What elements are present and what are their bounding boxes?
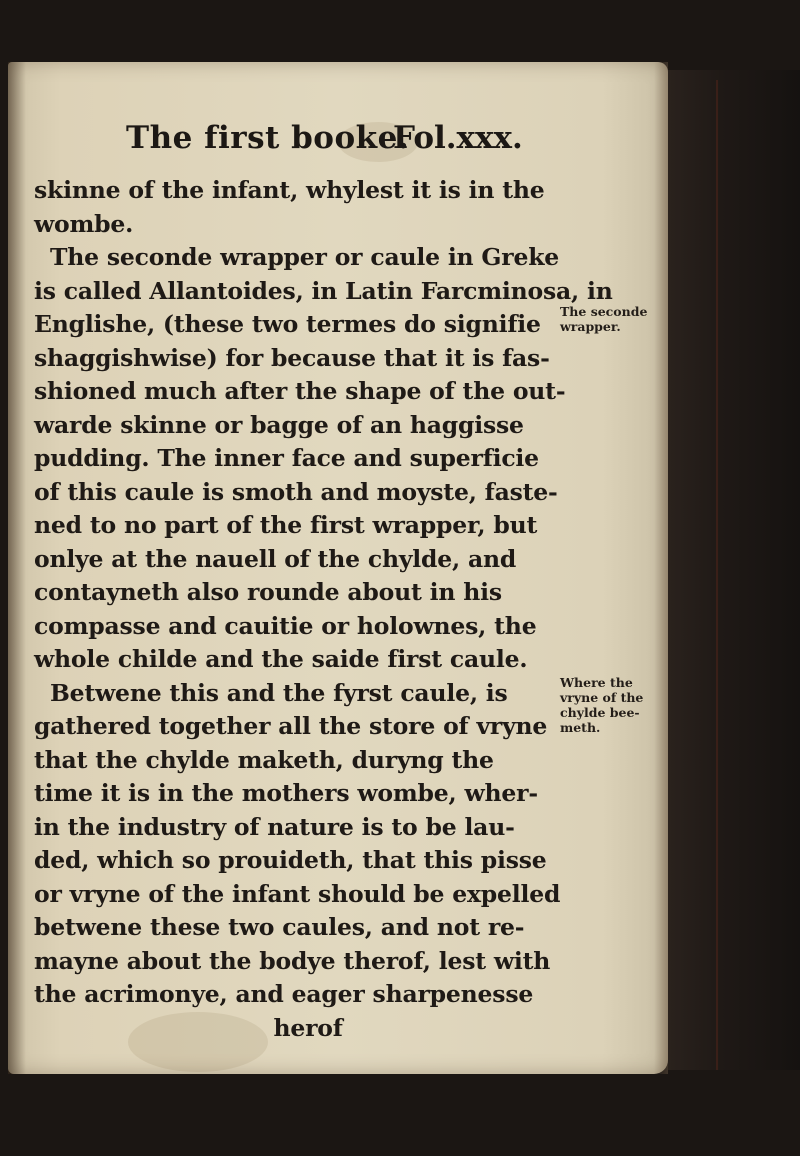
text-line: ned to no part of the first wrapper, but	[34, 511, 538, 539]
text-line: Betwene this and the fyrst caule, is	[34, 678, 508, 707]
text-line: shaggishwise) for because that it is fas-	[34, 343, 550, 372]
text-line: is called Allantoides, in Latin Farcminosa, in	[34, 276, 613, 305]
text-line: whole childe and the saide first caule.	[34, 645, 528, 673]
text-line: shioned much after the shape of the out-	[34, 377, 566, 405]
text-line: ded, which so prouideth, that this pisse	[34, 846, 547, 874]
text-line: mayne about the bodye therof, lest with	[34, 946, 551, 975]
text-line: gathered together all the store of vryne	[34, 712, 548, 740]
text-line: compasse and cauitie or holownes, the	[34, 611, 537, 640]
book-binding	[668, 70, 800, 1070]
binding-edge	[716, 80, 718, 1070]
page-edge-shadow	[654, 62, 668, 1074]
text-line: skinne of the infant, whylest it is in the	[34, 176, 545, 204]
text-line: that the chylde maketh, duryng the	[34, 745, 494, 774]
text-line: in the industry of nature is to be lau-	[34, 812, 515, 841]
folio-number: Fol.xxx.	[393, 120, 523, 156]
page-header	[8, 120, 668, 164]
text-line: betwene these two caules, and not re-	[34, 913, 525, 941]
catchword: herof	[34, 1013, 343, 1042]
text-line: Englishe, (these two termes do signifie	[34, 310, 541, 338]
text-line: wombe.	[34, 209, 134, 238]
text-line: The seconde wrapper or caule in Greke	[34, 243, 560, 271]
text-line: or vryne of the infant should be expelled	[34, 879, 561, 908]
text-line: of this caule is smoth and moyste, faste-	[34, 477, 558, 506]
text-line: the acrimonye, and eager sharpenesse	[34, 980, 534, 1008]
running-head: The first booke.	[126, 120, 410, 156]
text-line: pudding. The inner face and superficie	[34, 444, 539, 472]
text-line: contayneth also rounde about in his	[34, 578, 502, 606]
page-gutter-shadow	[8, 62, 26, 1074]
text-line: warde skinne or bagge of an haggisse	[34, 410, 524, 439]
text-line: time it is in the mothers wombe, wher-	[34, 779, 538, 807]
margin-note: Where the vryne of the chylde bee-meth.	[560, 675, 644, 735]
margin-note: The seconde wrapper.	[560, 304, 648, 334]
book-page	[8, 62, 668, 1074]
text-line: onlye at the nauell of the chylde, and	[34, 544, 517, 573]
